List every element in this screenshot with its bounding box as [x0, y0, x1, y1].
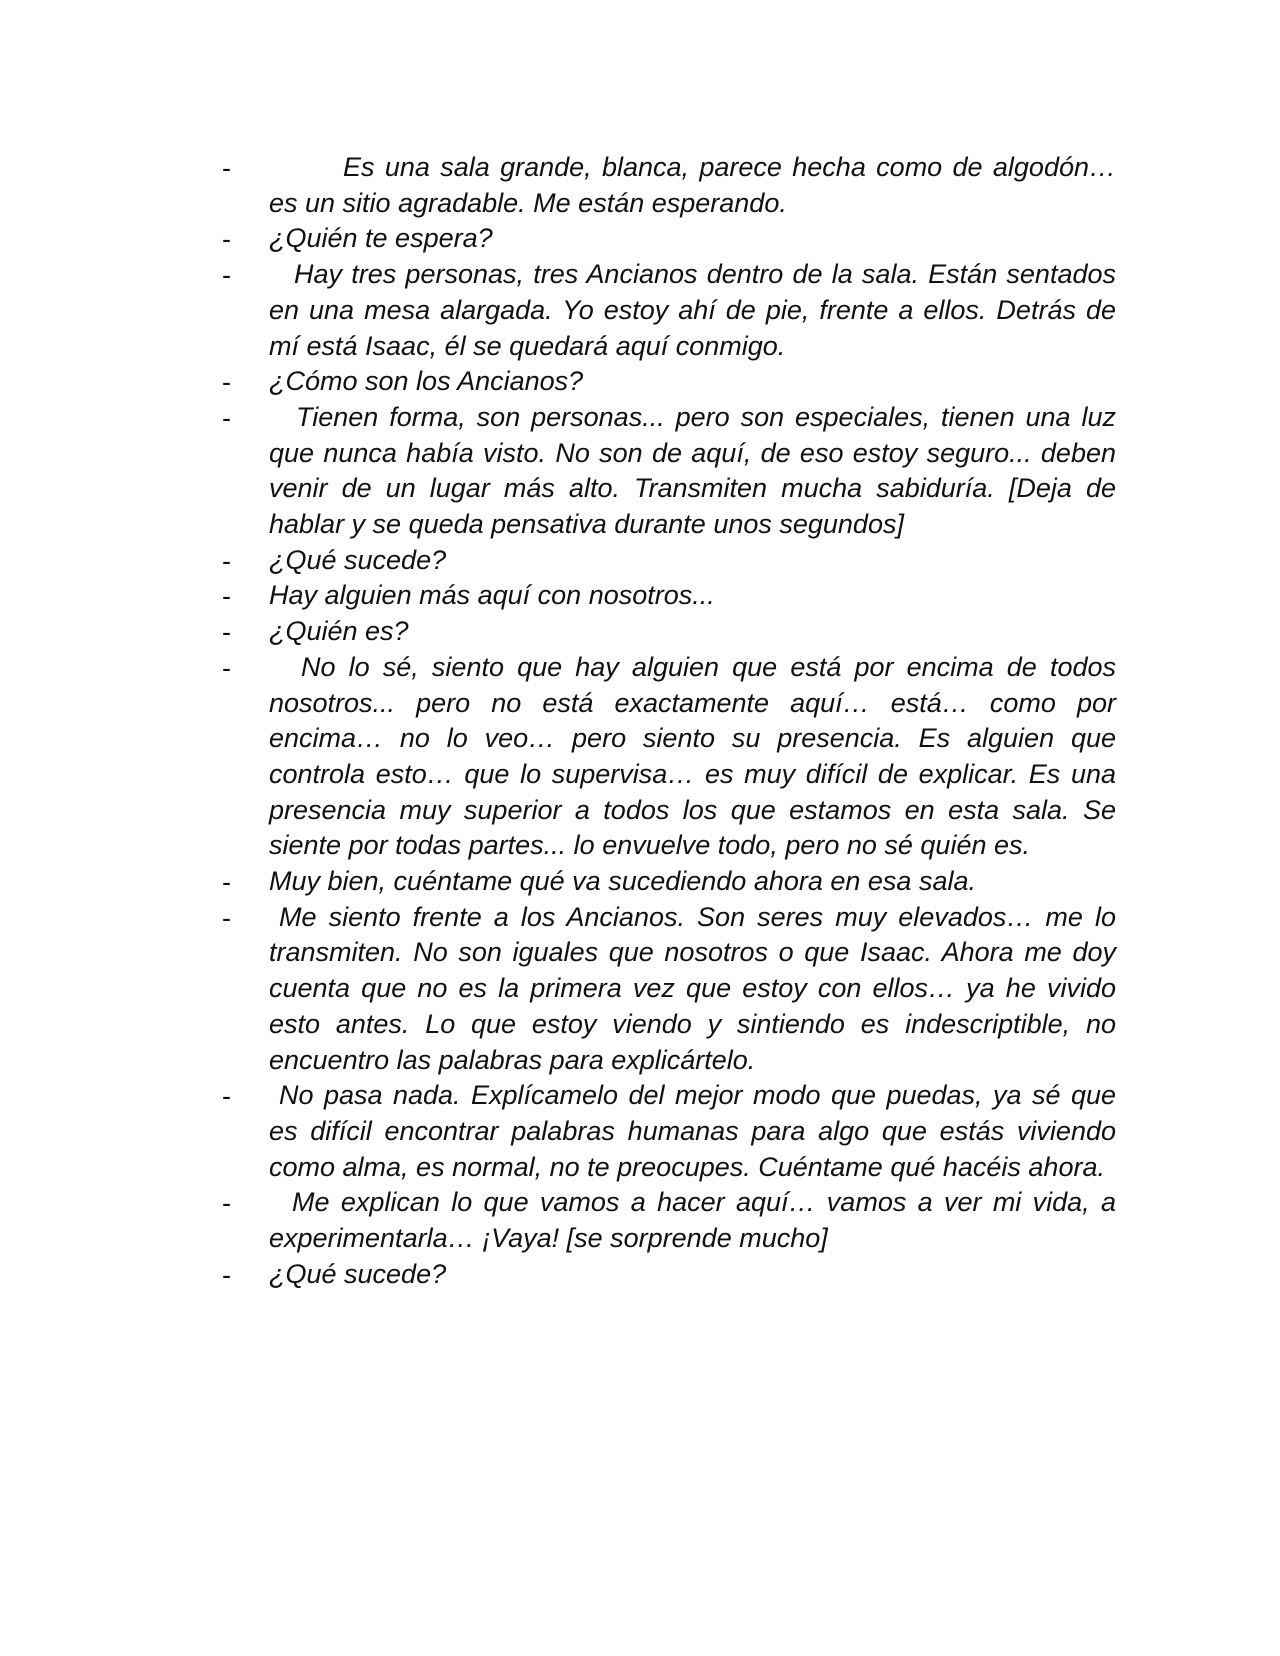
list-item-text: Muy bien, cuéntame qué va sucediendo ahora en esa sala. — [269, 866, 976, 897]
list-item-text: Me explican lo que vamos a hacer aquí… vamos a ver mi vida, a experimentarla… ¡Vaya! [se sorprende mucho] — [269, 1187, 1116, 1254]
list-item — [216, 650, 1116, 864]
list-item-text: ¿Quién es? — [269, 616, 409, 647]
bullet-dash: - — [222, 617, 231, 648]
list-item — [216, 257, 1116, 364]
list-item-text: ¿Quién te espera? — [269, 223, 493, 254]
list-item-text: No pasa nada. Explícamelo del mejor modo que puedas, ya sé que es difícil encontrar palabras humanas para algo que estás viviendo como alma, es normal, no te preocupes. Cuéntame qué hacéis ahora. — [269, 1080, 1116, 1182]
bullet-dash: - — [222, 260, 231, 291]
list-item-text: Hay tres personas, tres Ancianos dentro de la sala. Están sentados en una mesa alargada. Yo estoy ahí de pie, frente a ellos. Detrás de mí está Isaac, él se quedará aquí conmigo. — [269, 259, 1116, 361]
list-item — [216, 1078, 1116, 1185]
list-item-text: Es una sala grande, blanca, parece hecha como de algodón… es un sitio agradable. Me están esperando. — [269, 152, 1116, 218]
list-item — [216, 900, 1116, 1079]
list-item-text: Tienen forma, son personas... pero son especiales, tienen una luz que nunca había visto. No son de aquí, de eso estoy seguro... deben venir de un lugar más alto. Transmiten mucha sabiduría. [Deja de hablar y se queda pensativa durante unos segundos] — [269, 401, 1116, 540]
list-item — [216, 1185, 1116, 1256]
bullet-dash: - — [222, 224, 231, 255]
list-item-text: No lo sé, siento que hay alguien que está por encima de todos nosotros... pero no está exactamente aquí… está… como por encima… no lo veo… pero siento su presencia. Es alguien que controla esto… que lo supervisa… es muy difícil de explicar. Es una presencia muy superior a todos los que estamos en esta sala. Se siente por todas partes... lo envuelve todo, pero no sé quién es. — [269, 651, 1116, 861]
list-item-text: ¿Qué sucede? — [269, 544, 447, 575]
dialogue-list — [216, 150, 1116, 1293]
bullet-dash: - — [222, 1259, 231, 1290]
list-item — [216, 543, 1116, 579]
list-item — [216, 1257, 1116, 1293]
bullet-dash: - — [222, 367, 231, 398]
bullet-dash: - — [222, 545, 231, 576]
list-item — [216, 614, 1116, 650]
list-item — [216, 578, 1116, 614]
list-item — [216, 150, 1116, 221]
list-item-text: ¿Cómo son los Ancianos? — [269, 366, 584, 397]
list-item-text: ¿Qué sucede? — [269, 1258, 447, 1289]
list-item — [216, 400, 1116, 543]
bullet-dash: - — [222, 1188, 231, 1219]
bullet-dash: - — [222, 402, 231, 433]
bullet-dash: - — [222, 153, 231, 183]
bullet-dash: - — [222, 652, 231, 683]
list-item — [216, 364, 1116, 400]
list-item — [216, 864, 1116, 900]
bullet-dash: - — [222, 1081, 231, 1112]
list-item-text: Hay alguien más aquí con nosotros... — [269, 580, 715, 611]
list-item-text: Me siento frente a los Ancianos. Son seres muy elevados… me lo transmiten. No son iguales que nosotros o que Isaac. Ahora me doy cuenta que no es la primera vez que estoy con ellos… ya he vivido esto antes. Lo que estoy viendo y sintiendo es indescriptible, no encuentro las palabras para explicártelo. — [269, 901, 1116, 1075]
bullet-dash: - — [222, 867, 231, 898]
bullet-dash: - — [222, 902, 231, 933]
bullet-dash: - — [222, 581, 231, 612]
list-item — [216, 221, 1116, 257]
